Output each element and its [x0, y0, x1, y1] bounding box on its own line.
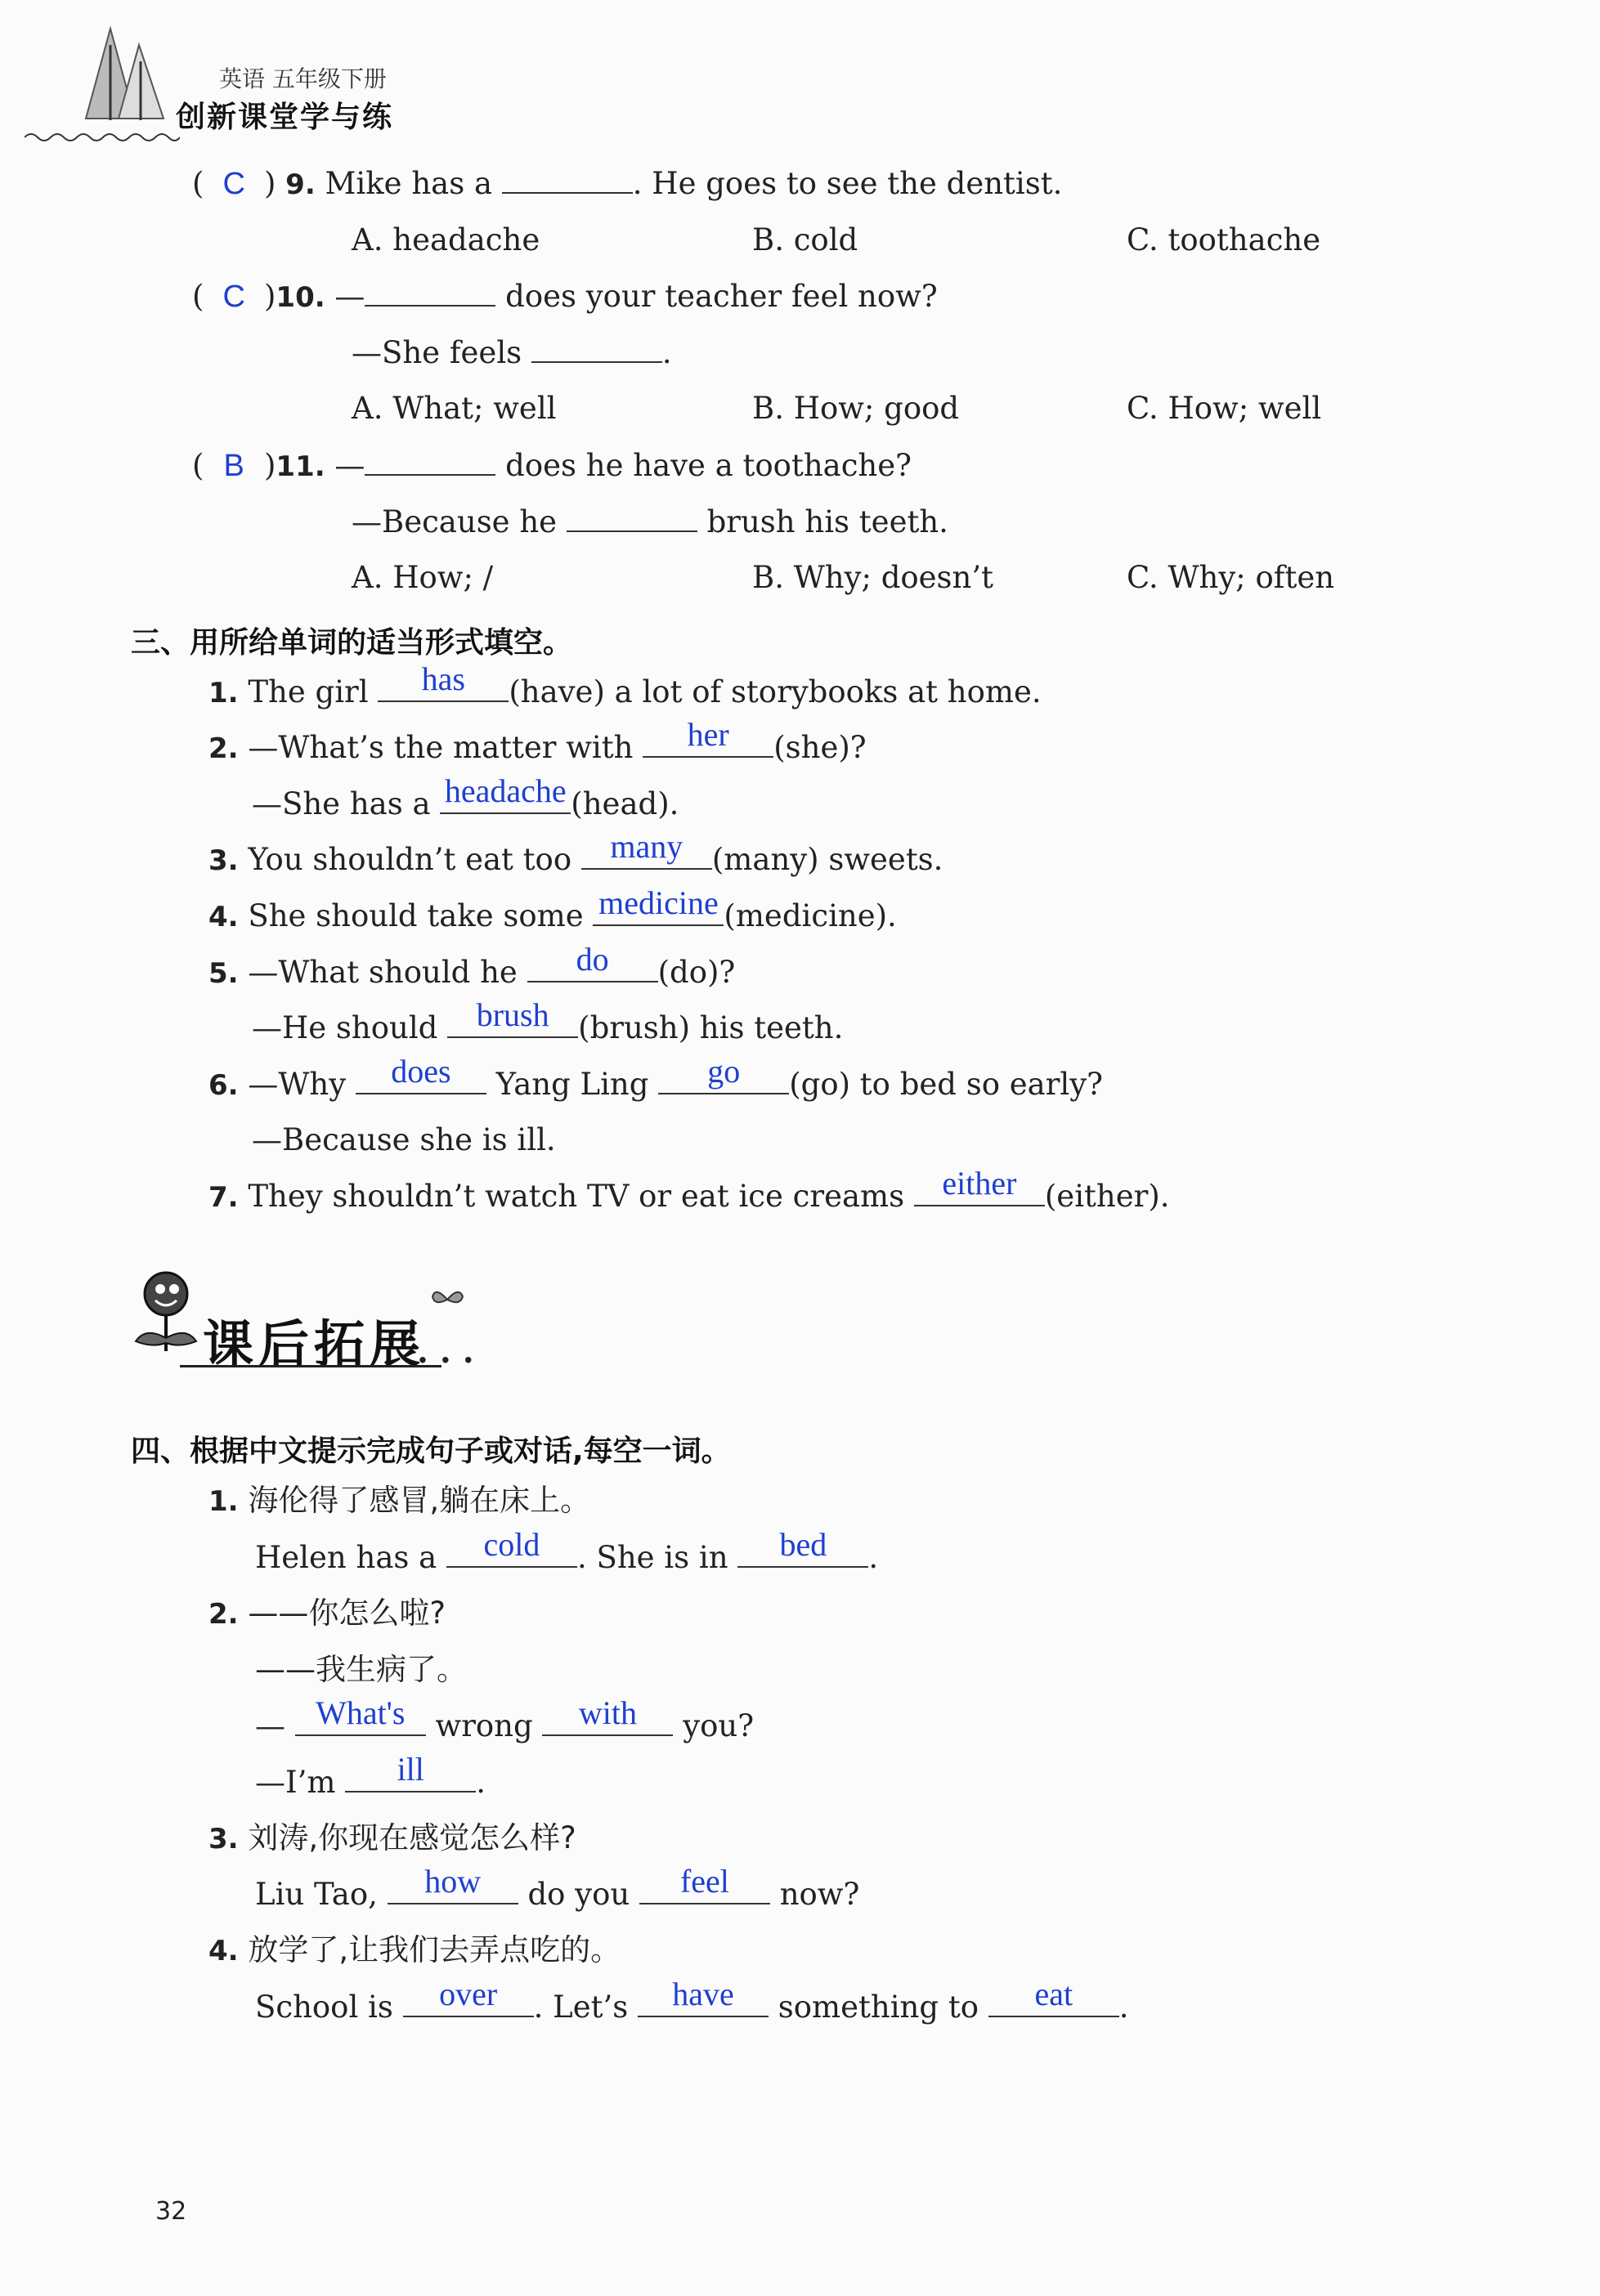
q10-option-c: C. How; well: [1127, 391, 1322, 426]
p3-q7: [208, 1165, 1170, 1214]
q10-line: ( C )10. — does your teacher feel now?: [192, 279, 938, 314]
p3-q1-text: The girl: [248, 674, 369, 709]
p3-q1-number: 1.: [208, 677, 239, 709]
p3-q3-text-2: (many) sweets.: [711, 842, 943, 877]
p4-q3-answer-2: feel: [679, 1863, 729, 1900]
extension-title: 课后拓展: [203, 1314, 426, 1374]
p4-q1-chinese: 海伦得了感冒,躺在床上。: [248, 1483, 591, 1518]
p3-q5-answer-2: brush: [476, 996, 549, 1033]
p3-q2-answer-2: headache: [444, 772, 567, 809]
p4-q2-line2-text: —I’m: [255, 1765, 336, 1800]
part4-title: 四、根据中文提示完成句子或对话,每空一词。: [131, 1434, 731, 1468]
p3-q5-number: 5.: [208, 957, 239, 990]
p4-q4-text: School is: [255, 1989, 393, 2025]
q11-blank-1[interactable]: [365, 450, 495, 476]
header-wave-divider: [25, 131, 180, 147]
p3-q5: [208, 941, 736, 990]
p3-q7-text: They shouldn’t watch TV or eat ice creams: [248, 1179, 905, 1214]
q11-number: 11.: [276, 450, 325, 483]
p3-q2-blank-2[interactable]: [440, 772, 571, 814]
p3-q5-blank-2[interactable]: [447, 996, 578, 1038]
p3-q6-line2: —Because she is ill.: [252, 1122, 556, 1157]
p4-q1-en: [255, 1526, 879, 1575]
p3-q5-line2: [252, 996, 844, 1045]
butterfly-icon: [429, 1285, 466, 1317]
p4-q2-en: [255, 1694, 755, 1743]
p4-q2-text-2: you?: [683, 1708, 755, 1743]
banner-underline: [180, 1365, 441, 1367]
p3-q6-text: —Why: [248, 1067, 347, 1102]
p3-q6-number: 6.: [208, 1069, 239, 1102]
q11-blank-2[interactable]: [567, 506, 697, 532]
q11-answer: B: [223, 449, 244, 483]
p4-q4-text-4: .: [1118, 1989, 1129, 2025]
part3-title: 三、用所给单词的适当形式填空。: [131, 626, 573, 660]
q11-option-b: B. Why; doesn’t: [752, 560, 994, 595]
p3-q5-text-2: (do)?: [657, 955, 736, 990]
p4-q2-answer: What's: [316, 1694, 406, 1731]
p4-q1-blank-2[interactable]: [737, 1526, 868, 1568]
p4-q2-dash: —: [255, 1708, 285, 1743]
p3-q2-line2: [252, 772, 679, 821]
p4-q4-answer: over: [439, 1976, 498, 2012]
p3-q7-blank[interactable]: [914, 1165, 1045, 1206]
p3-q7-text-2: (either).: [1044, 1179, 1170, 1214]
p4-q2-blank-2[interactable]: [542, 1694, 673, 1736]
q10-line2-end: .: [661, 335, 672, 370]
q10-blank-2[interactable]: [531, 337, 662, 363]
p4-q1-blank[interactable]: [446, 1526, 577, 1568]
p3-q2-line2-end: (head).: [571, 786, 679, 821]
p4-q4-blank-3[interactable]: [988, 1976, 1119, 2017]
p4-q3-text-2: do you: [527, 1877, 630, 1912]
p3-q1-blank[interactable]: [378, 660, 509, 702]
q9-option-b: B. cold: [752, 222, 858, 257]
p4-q3-blank-2[interactable]: [639, 1863, 770, 1904]
q9-blank[interactable]: [502, 168, 633, 194]
p4-q2-number: 2.: [208, 1598, 239, 1631]
p4-q2-blank-3[interactable]: [345, 1751, 476, 1792]
p3-q2-blank[interactable]: [643, 716, 773, 758]
q11-dash: —: [334, 448, 365, 483]
q10-option-a: A. What; well: [352, 391, 557, 426]
page-number: 32: [155, 2197, 187, 2226]
q11-option-a: A. How; /: [352, 560, 494, 595]
p4-q4-text-3: something to: [778, 1989, 979, 2025]
p3-q5-answer: do: [576, 941, 609, 978]
p3-q4-text-2: (medicine).: [724, 898, 897, 933]
p4-q4-blank[interactable]: [403, 1976, 534, 2017]
p3-q6-text-2: Yang Ling: [495, 1067, 649, 1102]
p3-q4: [208, 884, 897, 933]
p3-q5-line2-text: —He should: [252, 1010, 438, 1045]
p3-q3-blank[interactable]: [581, 828, 712, 870]
q9-line: ( C ) 9. Mike has a . He goes to see the dentist.: [192, 166, 1063, 201]
p4-q3-text-3: now?: [779, 1877, 860, 1912]
p4-q3-text: Liu Tao,: [255, 1877, 378, 1912]
q10-dash: —: [334, 279, 365, 314]
p3-q1: [208, 660, 1042, 709]
p3-q2-answer: her: [687, 716, 729, 753]
q11-line-2: [352, 506, 948, 537]
q11-line2-end: brush his teeth.: [706, 504, 948, 539]
p4-q1-text: Helen has a: [255, 1540, 437, 1575]
q10-text: does your teacher feel now?: [505, 279, 938, 314]
p3-q2-text-2: (she)?: [773, 730, 867, 765]
p3-q5-line2-end: (brush) his teeth.: [578, 1010, 844, 1045]
p4-q1-answer-2: bed: [779, 1526, 827, 1563]
p3-q5-text: —What should he: [248, 955, 518, 990]
p4-q1-text-3: .: [868, 1540, 879, 1575]
q11-option-c: C. Why; often: [1127, 560, 1335, 595]
header-book-title: 创新课堂学与练: [176, 101, 394, 134]
q11-line2-text: —Because he: [352, 504, 558, 539]
p3-q4-text: She should take some: [248, 898, 584, 933]
q11-text: does he have a toothache?: [505, 448, 912, 483]
q9-option-c: C. toothache: [1127, 222, 1321, 257]
p4-q3-chinese: 刘涛,你现在感觉怎么样?: [248, 1820, 576, 1855]
p3-q4-number: 4.: [208, 901, 239, 933]
q10-line2-text: —She feels: [352, 335, 522, 370]
p4-q4-text-2: . Let’s: [533, 1989, 629, 2025]
p3-q2-line2-text: —She has a: [252, 786, 431, 821]
p3-q1-text-2: (have) a lot of storybooks at home.: [509, 674, 1042, 709]
p3-q4-blank[interactable]: [593, 884, 724, 926]
p4-q3-zh: [208, 1820, 576, 1855]
p4-q2-answer-2: with: [578, 1694, 638, 1731]
flower-icon: [129, 1263, 203, 1357]
p3-q6-blank-2[interactable]: [658, 1053, 789, 1094]
p3-q2-number: 2.: [208, 732, 239, 765]
p4-q1-answer: cold: [483, 1526, 540, 1563]
p4-q2-chinese-1: ——你怎么啦?: [248, 1596, 446, 1631]
p3-q7-answer: either: [942, 1165, 1017, 1202]
p4-q2-blank[interactable]: [295, 1694, 426, 1736]
p3-q3-number: 3.: [208, 844, 239, 877]
p3-q6-text-3: (go) to bed so early?: [789, 1067, 1103, 1102]
p3-q6: [208, 1053, 1103, 1102]
q9-text: Mike has a: [325, 166, 493, 201]
q10-number: 10.: [276, 281, 325, 314]
q10-answer: C: [222, 280, 245, 314]
p4-q4-chinese: 放学了,让我们去弄点吃的。: [248, 1932, 621, 1967]
p3-q6-blank[interactable]: [356, 1053, 486, 1094]
p3-q3: [208, 828, 943, 877]
p4-q4-en: [255, 1976, 1129, 2025]
p4-q3-number: 3.: [208, 1823, 239, 1855]
p4-q1-number: 1.: [208, 1485, 239, 1518]
p4-q2-text: wrong: [435, 1708, 533, 1743]
ellipsis-dots: . . .: [417, 1332, 474, 1371]
q9-answer: C: [222, 167, 245, 201]
p4-q2-zh2: ——我生病了。: [255, 1652, 467, 1687]
q9-number: 9.: [285, 168, 316, 201]
p4-q2-line2-end: .: [476, 1765, 486, 1800]
p4-q4-answer-3: eat: [1034, 1976, 1073, 2012]
header-tree-logo: [78, 20, 172, 123]
p3-q7-number: 7.: [208, 1181, 239, 1214]
p3-q6-answer: does: [391, 1053, 451, 1090]
p4-q4-blank-2[interactable]: [638, 1976, 769, 2017]
p3-q4-answer: medicine: [598, 884, 719, 921]
p4-q4-answer-2: have: [672, 1976, 734, 2012]
p4-q2-zh1: [208, 1596, 446, 1631]
q10-blank-1[interactable]: [365, 280, 495, 307]
q9-text-2: . He goes to see the dentist.: [632, 166, 1063, 201]
q9-option-a: A. headache: [352, 222, 540, 257]
p4-q3-en: [255, 1863, 860, 1912]
p3-q5-blank[interactable]: [527, 941, 658, 982]
header-subject: 英语 五年级下册: [219, 65, 387, 92]
p3-q2-text: —What’s the matter with: [248, 730, 634, 765]
p3-q1-answer: has: [421, 660, 465, 697]
p4-q3-answer: how: [424, 1863, 482, 1900]
q10-option-b: B. How; good: [752, 391, 960, 426]
p4-q2-en-2: [255, 1751, 486, 1800]
q10-line-2: [352, 337, 672, 368]
p4-q4-zh: [208, 1932, 621, 1967]
p3-q6-answer-2: go: [707, 1053, 741, 1090]
p3-q2: [208, 716, 867, 765]
p3-q3-text: You shouldn’t eat too: [248, 842, 572, 877]
p4-q1-text-2: . She is in: [576, 1540, 728, 1575]
p3-q3-answer: many: [610, 828, 683, 865]
p4-q4-number: 4.: [208, 1935, 239, 1967]
p4-q1-zh: [208, 1483, 591, 1518]
p4-q2-answer-3: ill: [397, 1751, 424, 1788]
q11-line: ( B )11. — does he have a toothache?: [192, 448, 912, 483]
p4-q3-blank[interactable]: [388, 1863, 518, 1904]
